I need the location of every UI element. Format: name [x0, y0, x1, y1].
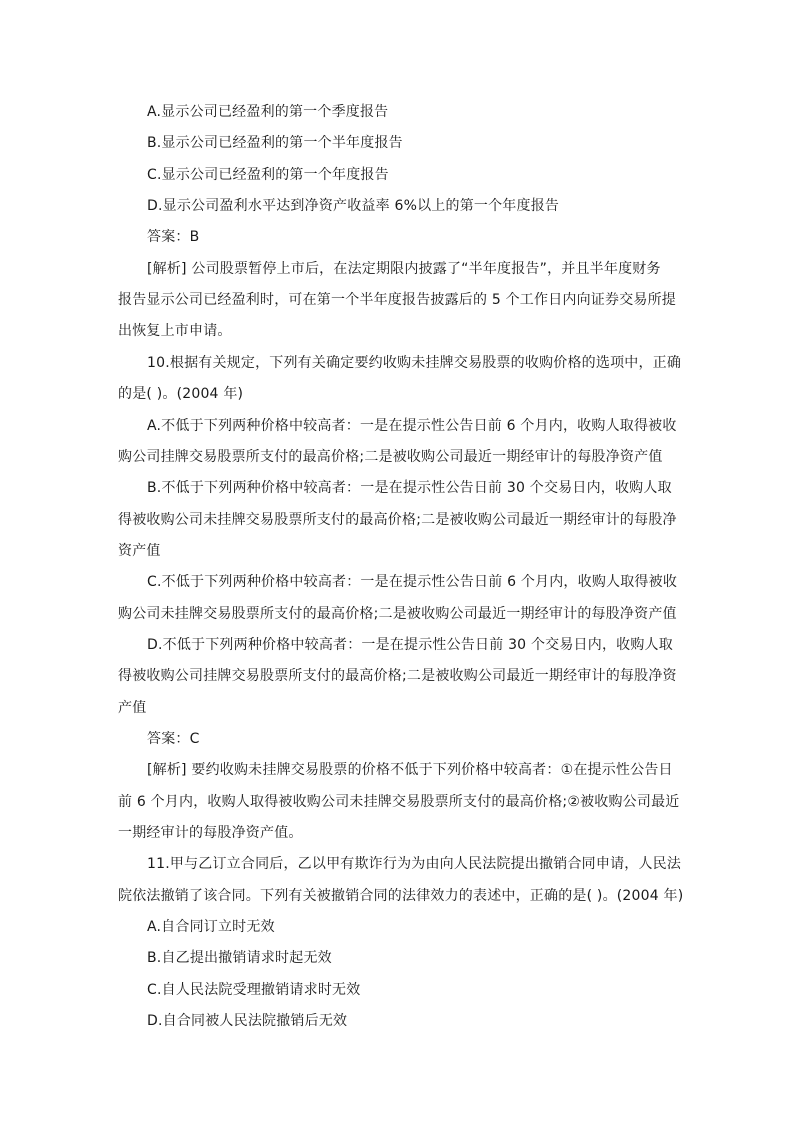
q10-option-b-line: 资产值	[118, 543, 161, 559]
q10-option-d-line: D.不低于下列两种价格中较高者：一是在提示性公告日前 30 个交易日内，收购人取	[147, 637, 673, 653]
q11-option-b: B.自乙提出撤销请求时起无效	[147, 950, 332, 966]
q9-analysis-line: [解析] 公司股票暂停上市后，在法定期限内披露了“半年度报告”，并且半年度财务	[147, 261, 661, 277]
q10-option-a-line: A.不低于下列两种价格中较高者：一是在提示性公告日前 6 个月内，收购人取得被收	[147, 418, 677, 434]
q10-option-c-line: 购公司未挂牌交易股票所支付的最高价格;二是被收购公司最近一期经审计的每股净资产值	[118, 606, 677, 622]
q11-stem-line: 院依法撤销了该合同。下列有关被撤销合同的法律效力的表述中，正确的是( )。(2004 年)	[118, 888, 684, 904]
q10-option-c-line: C.不低于下列两种价格中较高者：一是在提示性公告日前 6 个月内，收购人取得被收	[147, 574, 678, 590]
q11-option-d: D.自合同被人民法院撤销后无效	[147, 1013, 348, 1029]
q9-option-a: A.显示公司已经盈利的第一个季度报告	[147, 104, 389, 120]
q9-answer: 答案：B	[147, 229, 200, 245]
q10-analysis-line: 一期经审计的每股净资产值。	[118, 825, 303, 841]
q10-analysis-line: [解析] 要约收购未挂牌交易股票的价格不低于下列价格中较高者：①在提示性公告日	[147, 762, 673, 778]
q10-stem-line: 10.根据有关规定，下列有关确定要约收购未挂牌交易股票的收购价格的选项中，正确	[147, 355, 682, 371]
q9-option-c: C.显示公司已经盈利的第一个年度报告	[147, 167, 389, 183]
q9-option-b: B.显示公司已经盈利的第一个半年度报告	[147, 135, 403, 151]
q10-option-d-line: 产值	[118, 700, 147, 716]
q10-stem-line: 的是( )。(2004 年)	[118, 386, 244, 402]
q9-analysis-line: 报告显示公司已经盈利时，可在第一个半年度报告披露后的 5 个工作日内向证券交易所提	[118, 292, 677, 308]
q10-analysis-line: 前 6 个月内，收购人取得被收购公司未挂牌交易股票所支付的最高价格;②被收购公司最近	[118, 794, 680, 810]
q10-option-b-line: B.不低于下列两种价格中较高者：一是在提示性公告日前 30 个交易日内，收购人取	[147, 480, 672, 496]
q10-option-d-line: 得被收购公司挂牌交易股票所支付的最高价格;二是被收购公司最近一期经审计的每股净资	[118, 668, 677, 684]
q10-option-a-line: 购公司挂牌交易股票所支付的最高价格;二是被收购公司最近一期经审计的每股净资产值	[118, 449, 663, 465]
q11-option-c: C.自人民法院受理撤销请求时无效	[147, 982, 361, 998]
q11-stem-line: 11.甲与乙订立合同后，乙以甲有欺诈行为为由向人民法院提出撤销合同申请，人民法	[147, 856, 682, 872]
q10-answer: 答案：C	[147, 731, 200, 747]
q10-option-b-line: 得被收购公司未挂牌交易股票所支付的最高价格;二是被收购公司最近一期经审计的每股净	[118, 512, 677, 528]
q9-analysis-line: 出恢复上市申请。	[118, 323, 232, 339]
q11-option-a: A.自合同订立时无效	[147, 919, 275, 935]
q9-option-d: D.显示公司盈利水平达到净资产收益率 6%以上的第一个年度报告	[147, 198, 560, 214]
